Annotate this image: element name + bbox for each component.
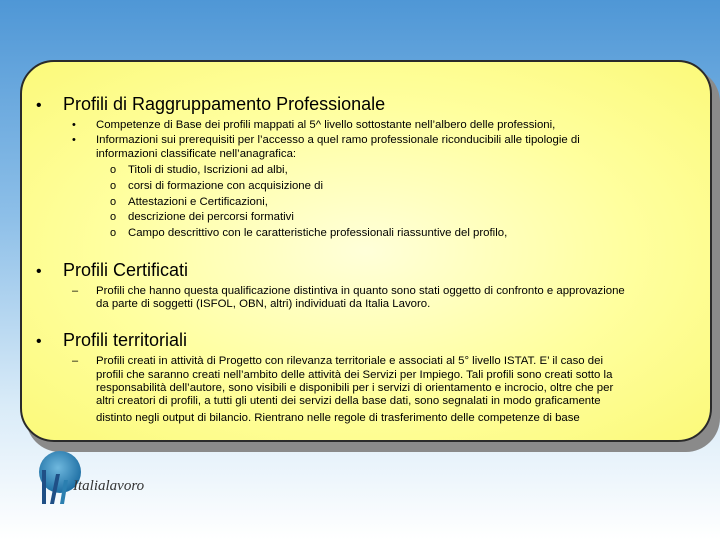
circle-marker: o bbox=[110, 196, 117, 208]
bullet-line-continuation: informazioni classificate nell’anagrafica: bbox=[96, 148, 297, 160]
sub-item: Campo descrittivo con le caratteristiche professionali riassuntive del profilo, bbox=[128, 227, 508, 239]
sub-item: descrizione dei percorsi formativi bbox=[128, 211, 294, 223]
section-heading-2 bbox=[36, 260, 188, 281]
body-line: Profili creati in attività di Progetto con rilevanza territoriale e associati al 5° livello ISTAT. E’ il caso dei bbox=[96, 355, 604, 367]
body-line: responsabilità dell’autore, sono visibili e disponibili per i servizi di orientamento e incrocio, oltre che per bbox=[96, 382, 614, 394]
sub-item: Titoli di studio, Iscrizioni ad albi, bbox=[128, 164, 288, 176]
section-title: Profili territoriali bbox=[63, 330, 188, 350]
dash-marker: – bbox=[72, 355, 79, 367]
circle-marker: o bbox=[110, 180, 117, 192]
section-title: Profili di Raggruppamento Professionale bbox=[63, 94, 386, 114]
bullet-line: Competenze di Base dei profili mappati al 5^ livello sottostante nell’albero delle professioni, bbox=[96, 119, 556, 131]
body-line: altri creatori di profili, a tutti gli utenti dei servizi della base dati, sono segnalati in modo graficamente bbox=[96, 395, 601, 407]
section-heading-1 bbox=[36, 94, 385, 115]
section-heading-3 bbox=[36, 330, 187, 351]
logo-word-italia: Italia bbox=[73, 478, 106, 494]
logo-wordmark bbox=[73, 478, 144, 495]
bullet-line: Informazioni sui prerequisiti per l’accesso a quel ramo professionale riconducibili alle tipologie di bbox=[96, 134, 580, 146]
logo-word-lavoro: lavoro bbox=[105, 478, 145, 494]
section-title: Profili Certificati bbox=[63, 260, 189, 280]
sub-bullet-marker: • bbox=[72, 134, 76, 146]
sub-item: corsi di formazione con acquisizione di bbox=[128, 180, 324, 192]
dash-marker: – bbox=[72, 285, 79, 297]
body-line: distinto negli output di bilancio. Rientrano nelle regole di trasferimento delle competenze di base bbox=[96, 412, 580, 424]
bullet-marker: • bbox=[36, 263, 42, 280]
bullet-marker: • bbox=[36, 333, 42, 350]
circle-marker: o bbox=[110, 227, 117, 239]
circle-marker: o bbox=[110, 211, 117, 223]
body-line: Profili che hanno questa qualificazione distintiva in quanto sono stati oggetto di confronto e approvazione bbox=[96, 285, 625, 297]
circle-marker: o bbox=[110, 164, 117, 176]
body-line: profili che saranno creati nell’ambito delle attività dei Servizi per Impiego. Tali profili sono creati sotto la bbox=[96, 369, 613, 381]
sub-item: Attestazioni e Certificazioni, bbox=[128, 196, 268, 208]
bullet-marker: • bbox=[36, 97, 42, 114]
sub-bullet-marker: • bbox=[72, 119, 76, 131]
body-line: da parte di soggetti (ISFOL, OBN, altri) individuati da Italia Lavoro. bbox=[96, 298, 431, 310]
